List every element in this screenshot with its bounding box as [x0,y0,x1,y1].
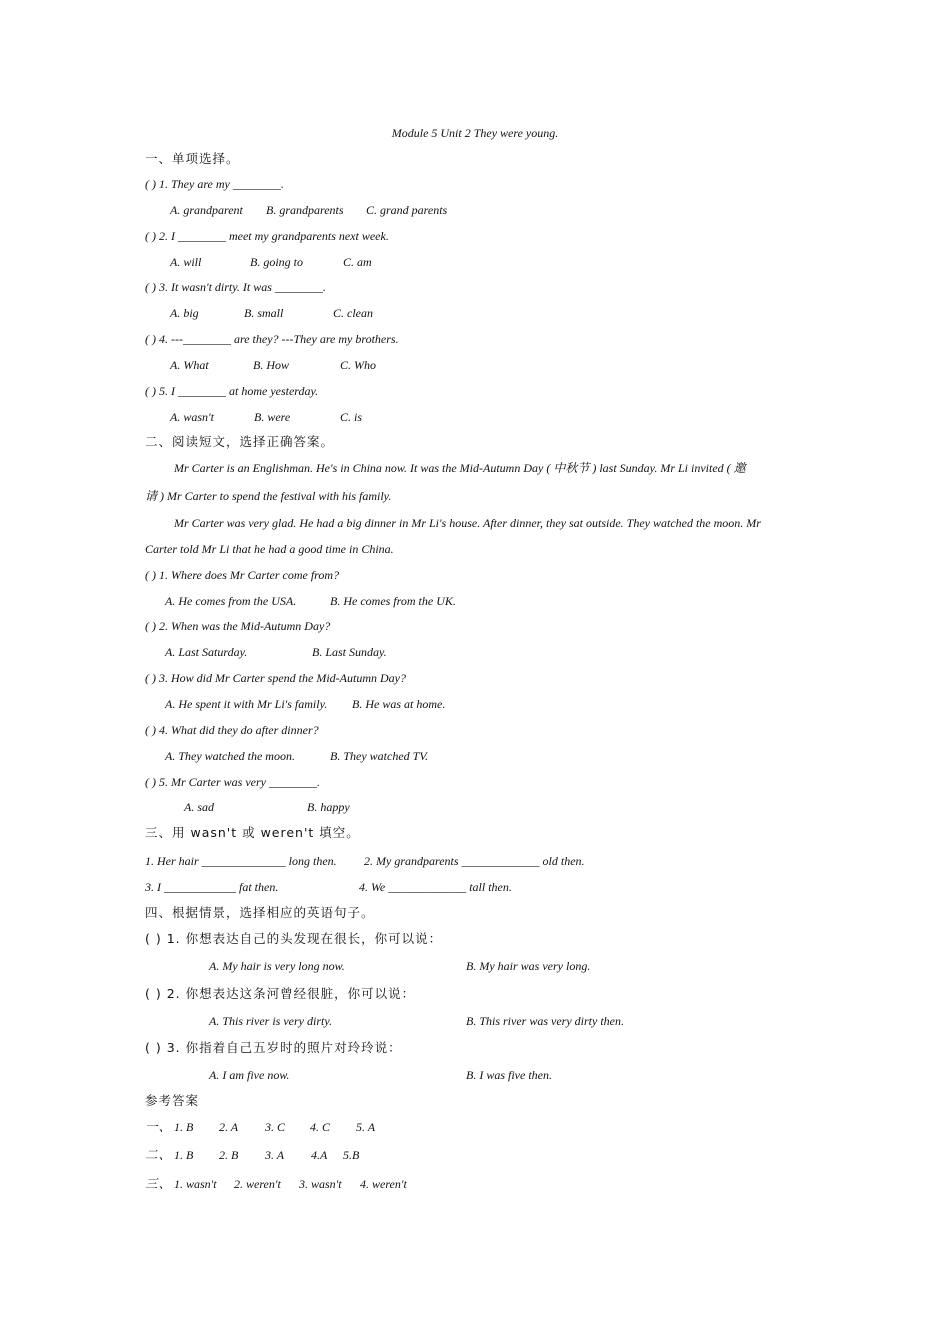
answer-key-heading: 参考答案 [145,1093,200,1108]
s1-q2-option-a: A. will [170,255,202,269]
passage-paragraph-2-line-2: Carter told Mr Li that he had a good time in China. [145,542,394,556]
s4-q3-option-b: B. I was five then. [466,1068,552,1082]
section2-heading: 二、阅读短文，选择正确答案。 [145,434,335,449]
s2-q1-option-b: B. He comes from the UK. [330,594,456,608]
passage-paragraph-2-line-1: Mr Carter was very glad. He had a big dinner in Mr Li's house. After dinner, they sat outside. They watched the moon. Mr [174,516,761,530]
s2-question-5: ( ) 5. Mr Carter was very ________. [145,775,320,789]
s4-q1-option-b: B. My hair was very long. [466,959,591,973]
s1-question-3: ( ) 3. It wasn't dirty. It was ________. [145,280,326,294]
answer-2-1: 1. B [174,1148,194,1162]
page-title: Module 5 Unit 2 They were young. [391,126,559,140]
passage-paragraph-1-line-1: Mr Carter is an Englishman. He's in China now. It was the Mid-Autumn Day ( 中秋节 ) last Sunday. Mr Li invited ( 邀 [174,461,746,475]
answer-row-2-label: 二、 [145,1147,173,1162]
s2-q5-option-a: A. sad [184,800,214,814]
s1-question-1: ( ) 1. They are my ________. [145,177,284,191]
answer-3-3: 3. wasn't [299,1177,342,1191]
section4-heading: 四、根据情景，选择相应的英语句子。 [145,905,375,920]
s2-q3-option-a: A. He spent it with Mr Li's family. [165,697,328,711]
answer-1-4: 4. C [310,1120,331,1134]
s4-question-2: ( ) 2. 你想表达这条河曾经很脏，你可以说： [145,986,416,1001]
answer-2-5: 5.B [343,1148,360,1162]
answer-2-3: 3. A [265,1148,285,1162]
s1-question-2: ( ) 2. I ________ meet my grandparents next week. [145,229,389,243]
answer-1-1: 1. B [174,1120,194,1134]
answer-1-3: 3. C [265,1120,286,1134]
answer-3-2: 2. weren't [234,1177,281,1191]
s1-q1-option-a: A. grandparent [170,203,243,217]
s4-question-1: ( ) 1. 你想表达自己的头发现在很长，你可以说： [145,931,443,946]
s2-q1-option-a: A. He comes from the USA. [165,594,297,608]
s2-question-1: ( ) 1. Where does Mr Carter come from? [145,568,340,582]
s2-question-2: ( ) 2. When was the Mid-Autumn Day? [145,619,331,633]
s1-q3-option-c: C. clean [333,306,373,320]
s3-item-1: 1. Her hair ______________ long then. [145,854,337,868]
answer-1-5: 5. A [356,1120,376,1134]
s1-q3-option-a: A. big [170,306,199,320]
s3-item-4: 4. We _____________ tall then. [359,880,512,894]
passage-paragraph-1-line-2: 请 ) Mr Carter to spend the festival with his family. [145,489,392,503]
s1-q2-option-b: B. going to [250,255,303,269]
s4-question-3: ( ) 3. 你指着自己五岁时的照片对玲玲说： [145,1040,402,1055]
s1-q5-option-a: A. wasn't [170,410,214,424]
section1-heading: 一、单项选择。 [145,151,240,166]
s1-q4-option-b: B. How [253,358,289,372]
s1-q5-option-b: B. were [254,410,291,424]
answer-3-4: 4. weren't [360,1177,407,1191]
s2-q5-option-b: B. happy [307,800,350,814]
s2-q4-option-a: A. They watched the moon. [165,749,295,763]
s1-q2-option-c: C. am [343,255,372,269]
s1-question-4: ( ) 4. ---________ are they? ---They are my brothers. [145,332,399,346]
s1-q3-option-b: B. small [244,306,284,320]
s4-q1-option-a: A. My hair is very long now. [209,959,345,973]
s4-q2-option-b: B. This river was very dirty then. [466,1014,624,1028]
s2-q3-option-b: B. He was at home. [352,697,446,711]
section3-heading: 三、用 wasn't 或 weren't 填空。 [145,825,360,840]
s2-question-4: ( ) 4. What did they do after dinner? [145,723,319,737]
s1-q5-option-c: C. is [340,410,363,424]
s3-item-2: 2. My grandparents _____________ old then. [364,854,585,868]
s4-q2-option-a: A. This river is very dirty. [209,1014,332,1028]
s2-question-3: ( ) 3. How did Mr Carter spend the Mid-Autumn Day? [145,671,406,685]
answer-1-2: 2. A [219,1120,239,1134]
s4-q3-option-a: A. I am five now. [209,1068,290,1082]
s2-q2-option-b: B. Last Sunday. [312,645,387,659]
answer-2-4: 4.A [311,1148,328,1162]
s3-item-3: 3. I ____________ fat then. [145,880,279,894]
s1-q4-option-a: A. What [170,358,209,372]
s1-q4-option-c: C. Who [340,358,376,372]
s1-question-5: ( ) 5. I ________ at home yesterday. [145,384,319,398]
answer-2-2: 2. B [219,1148,239,1162]
answer-row-3-label: 三、 [145,1176,173,1191]
s1-q1-option-c: C. grand parents [366,203,448,217]
s2-q4-option-b: B. They watched TV. [330,749,429,763]
answer-3-1: 1. wasn't [174,1177,217,1191]
answer-row-1-label: 一、 [145,1119,173,1134]
s1-q1-option-b: B. grandparents [266,203,344,217]
s2-q2-option-a: A. Last Saturday. [165,645,248,659]
